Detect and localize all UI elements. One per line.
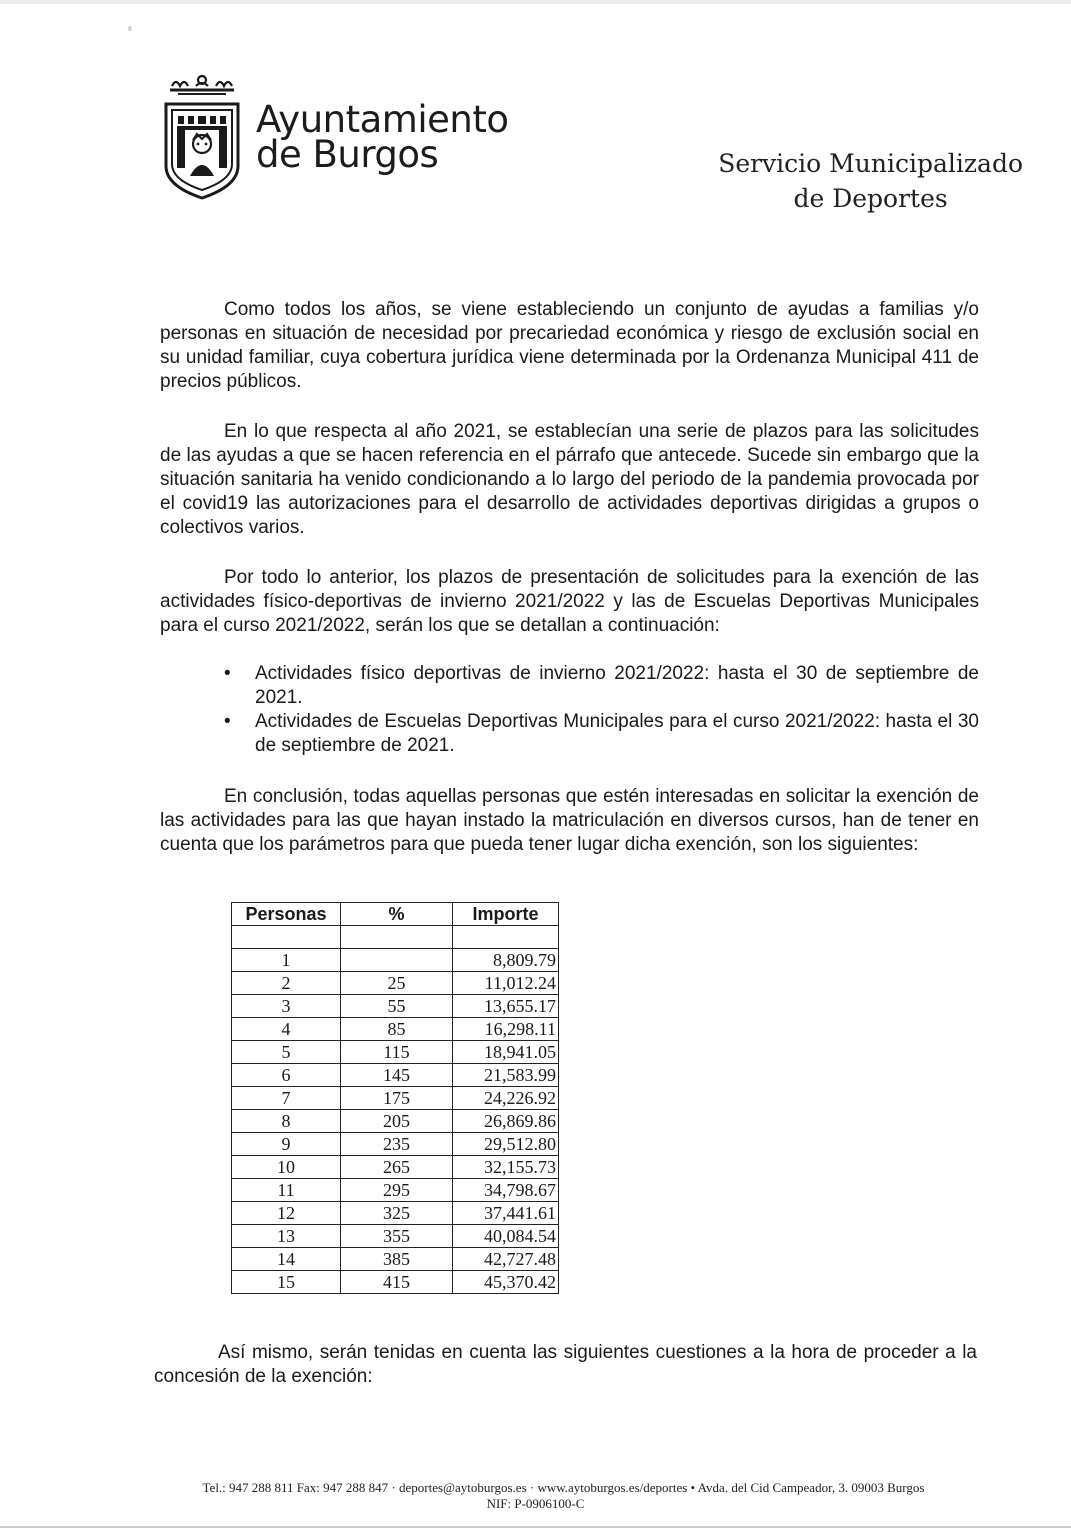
table-gap-row <box>232 926 559 949</box>
table-row <box>232 1064 559 1087</box>
cell-importe: 13,655.17 <box>453 995 559 1018</box>
paragraph-additional: Así mismo, serán tenidas en cuenta las siguientes cuestiones a la hora de proceder a la concesión de la exención: <box>154 1342 977 1387</box>
table-row <box>232 1179 559 1202</box>
cell-importe: 40,084.54 <box>453 1225 559 1248</box>
list-item-text: Actividades de Escuelas Deportivas Municipales para el curso 2021/2022: hasta el 30 de septiembre de 2021. <box>255 711 979 756</box>
cell-importe: 32,155.73 <box>453 1156 559 1179</box>
cell-importe: 29,512.80 <box>453 1133 559 1156</box>
service-name-line2: de Deportes <box>793 184 948 213</box>
table-row <box>232 1225 559 1248</box>
paragraph-deadlines-detail: Por todo lo anterior, los plazos de presentación de solicitudes para la exención de las actividades físico-deportivas de invierno 2021/2022 y las de Escuelas Deportivas Municipales para el curso 2021/2022, serán los que se detallan a continuación: <box>160 567 979 636</box>
list-item-text: Actividades físico deportivas de invierno 2021/2022: hasta el 30 de septiembre de 2021. <box>255 663 979 708</box>
table-row <box>232 1110 559 1133</box>
cell-personas: 3 <box>232 995 341 1018</box>
cell-percent: 85 <box>341 1018 453 1041</box>
cell-percent: 175 <box>341 1087 453 1110</box>
cell-percent: 385 <box>341 1248 453 1271</box>
footer-contact: Tel.: 947 288 811 Fax: 947 288 847 · deportes@aytoburgos.es · www.aytoburgos.es/deportes • Avda. del Cid Campeador, 3. 09003 Burgos <box>202 1480 925 1495</box>
paragraph-deadlines-2021: En lo que respecta al año 2021, se establecían una serie de plazos para las solicitudes de las ayudas a que se hacen referencia en el párrafo que antecede. Sucede sin embargo que la situación sanitaria ha venido condicionando a lo largo del periodo de la pandemia provocada por el covid19 las autorizaciones para el desarrollo de actividades deportivas dirigidas a grupos o colectivos varios. <box>160 421 979 538</box>
cell-importe: 8,809.79 <box>453 949 559 972</box>
header-percent: % <box>341 903 453 926</box>
scan-edge <box>0 0 1071 4</box>
table-row <box>232 949 559 972</box>
table-row <box>232 972 559 995</box>
header-importe: Importe <box>453 903 559 926</box>
cell-personas: 12 <box>232 1202 341 1225</box>
cell-importe: 37,441.61 <box>453 1202 559 1225</box>
cell-personas: 13 <box>232 1225 341 1248</box>
cell-percent: 145 <box>341 1064 453 1087</box>
cell-importe: 34,798.67 <box>453 1179 559 1202</box>
organization-name-line2: de Burgos <box>256 133 439 176</box>
cell-percent: 265 <box>341 1156 453 1179</box>
cell-personas: 5 <box>232 1041 341 1064</box>
exemption-table <box>231 902 559 1294</box>
cell-importe: 45,370.42 <box>453 1271 559 1294</box>
cell-percent: 115 <box>341 1041 453 1064</box>
table-header-row <box>232 903 559 926</box>
organization-name-line1: Ayuntamiento <box>256 98 509 141</box>
cell-importe: 16,298.11 <box>453 1018 559 1041</box>
footer <box>0 1480 1071 1512</box>
table-row <box>232 1271 559 1294</box>
table-row <box>232 1248 559 1271</box>
cell-percent: 325 <box>341 1202 453 1225</box>
bullet-glyph: • <box>224 711 231 732</box>
table-row <box>232 1087 559 1110</box>
header-personas: Personas <box>232 903 341 926</box>
service-name <box>718 146 1023 216</box>
cell-personas: 15 <box>232 1271 341 1294</box>
paragraph-intro: Como todos los años, se viene estableciendo un conjunto de ayudas a familias y/o personas en situación de necesidad por precariedad económica y riesgo de exclusión social en su unidad familiar, cuya cobertura jurídica viene determinada por la Ordenanza Municipal 411 de precios públicos. <box>160 299 979 392</box>
scan-bottom-edge <box>0 1526 1071 1528</box>
cell-personas: 1 <box>232 949 341 972</box>
cell-importe: 18,941.05 <box>453 1041 559 1064</box>
cell-personas: 9 <box>232 1133 341 1156</box>
bullet-glyph: • <box>224 663 231 684</box>
cell-importe: 11,012.24 <box>453 972 559 995</box>
table-row <box>232 1133 559 1156</box>
deadline-list <box>224 662 979 758</box>
cell-percent: 415 <box>341 1271 453 1294</box>
cell-percent: 55 <box>341 995 453 1018</box>
cell-percent: 205 <box>341 1110 453 1133</box>
cell-personas: 7 <box>232 1087 341 1110</box>
cell-importe: 42,727.48 <box>453 1248 559 1271</box>
cell-personas: 11 <box>232 1179 341 1202</box>
cell-percent: 25 <box>341 972 453 995</box>
list-item <box>224 662 979 710</box>
cell-personas: 2 <box>232 972 341 995</box>
cell-percent: 355 <box>341 1225 453 1248</box>
cell-importe: 26,869.86 <box>453 1110 559 1133</box>
cell-importe: 21,583.99 <box>453 1064 559 1087</box>
cell-importe: 24,226.92 <box>453 1087 559 1110</box>
organization-name <box>256 98 509 176</box>
table-row <box>232 1018 559 1041</box>
cell-percent <box>341 949 453 972</box>
scan-mark: ¢ <box>128 26 132 33</box>
cell-personas: 4 <box>232 1018 341 1041</box>
table-row <box>232 995 559 1018</box>
paragraph-conclusion: En conclusión, todas aquellas personas que estén interesadas en solicitar la exención de las actividades para las que hayan instado la matriculación en diversos cursos, han de tener en cuenta que los parámetros para que pueda tener lugar dicha exención, son los siguientes: <box>160 786 979 855</box>
cell-personas: 6 <box>232 1064 341 1087</box>
table-row <box>232 1156 559 1179</box>
table-row <box>232 1202 559 1225</box>
cell-personas: 14 <box>232 1248 341 1271</box>
table-row <box>232 1041 559 1064</box>
cell-percent: 295 <box>341 1179 453 1202</box>
service-name-line1: Servicio Municipalizado <box>718 149 1023 178</box>
city-coat-of-arms-icon <box>162 74 242 200</box>
cell-personas: 10 <box>232 1156 341 1179</box>
list-item <box>224 710 979 758</box>
cell-percent: 235 <box>341 1133 453 1156</box>
cell-personas: 8 <box>232 1110 341 1133</box>
footer-nif: NIF: P-0906100-C <box>486 1496 585 1511</box>
